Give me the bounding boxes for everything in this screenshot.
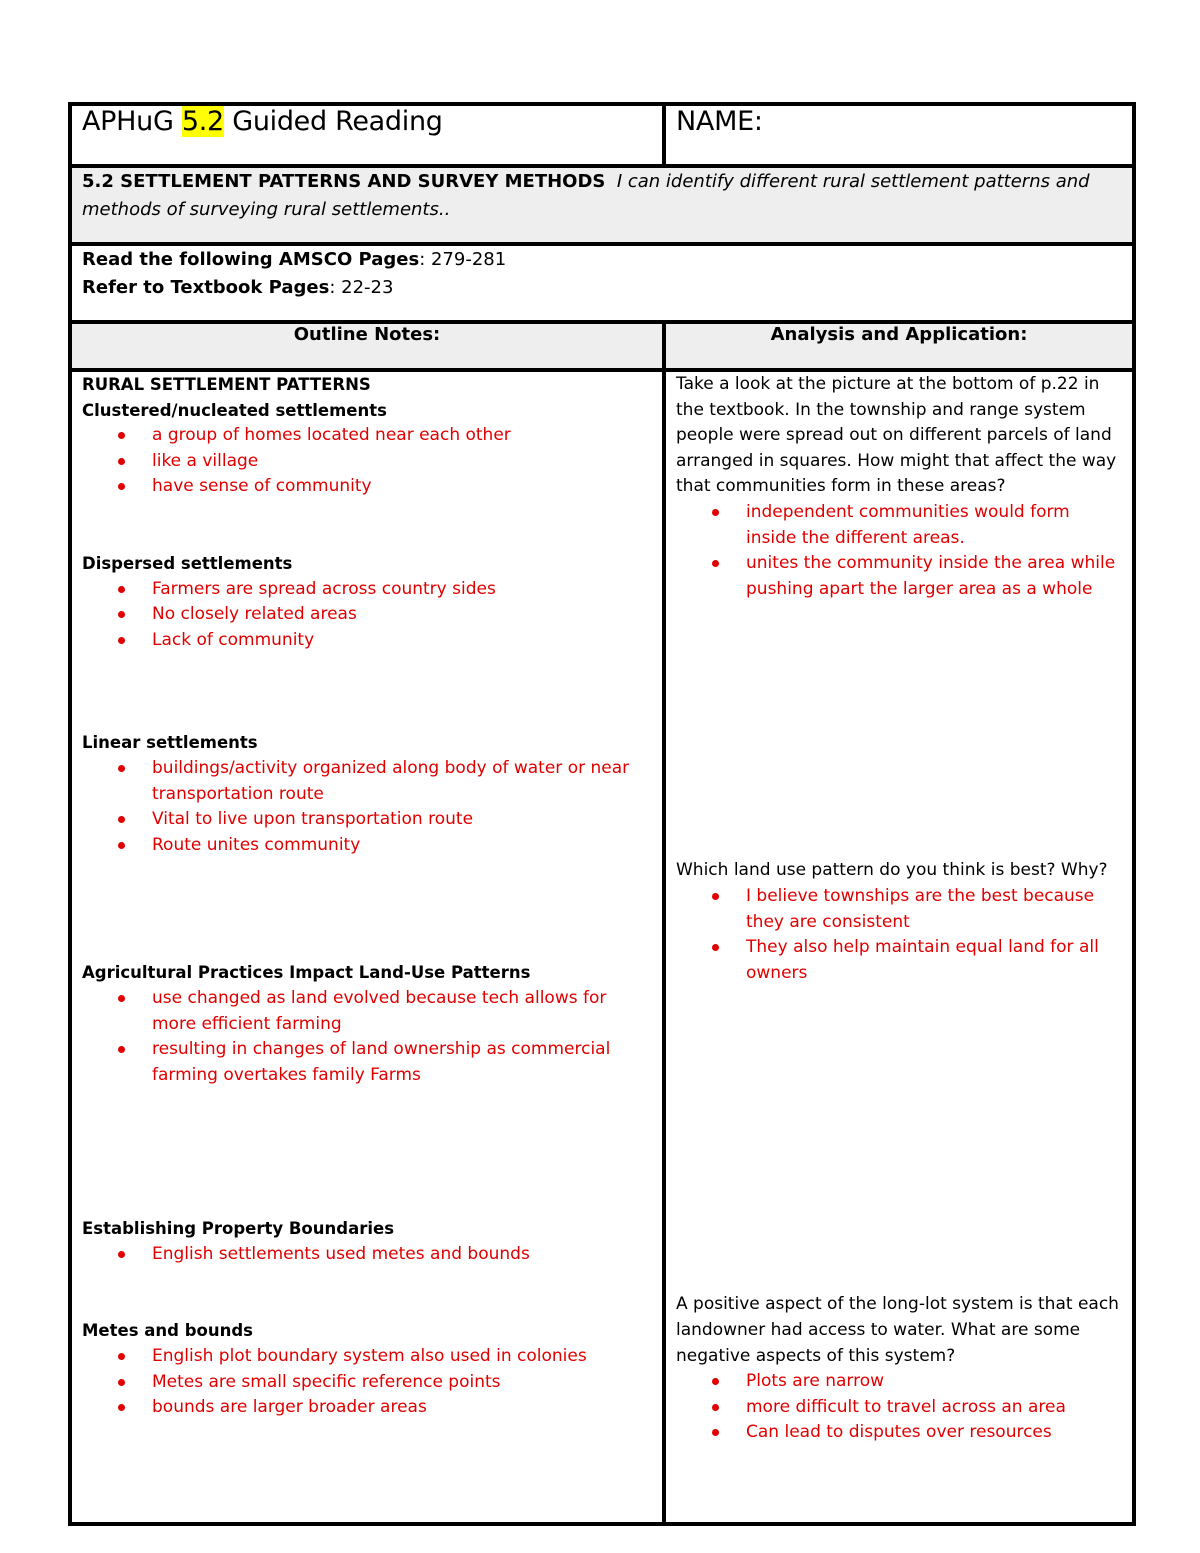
objective-cell	[70, 166, 1134, 244]
list-item: They also help maintain equal land for all owners	[746, 935, 1122, 986]
list-item: more difficult to travel across an area	[746, 1395, 1122, 1421]
list-item: Lack of community	[152, 628, 652, 654]
list-item: Plots are narrow	[746, 1369, 1122, 1395]
answer-list	[676, 500, 1122, 602]
analysis-question-3	[676, 1292, 1122, 1446]
section-heading: Metes and bounds	[82, 1321, 253, 1341]
list-item: Can lead to disputes over resources	[746, 1420, 1122, 1446]
linear-section	[82, 730, 652, 858]
list-item: No closely related areas	[152, 602, 652, 628]
list-item: Farmers are spread across country sides	[152, 577, 652, 603]
section-heading: Clustered/nucleated settlements	[82, 400, 387, 420]
amsco-pages: Read the following AMSCO Pages: 279-281	[82, 249, 507, 270]
list-item: English settlements used metes and bounds	[152, 1242, 652, 1268]
property-section	[82, 1216, 652, 1267]
linear-list	[82, 756, 652, 858]
analysis-header: Analysis and Application:	[664, 322, 1134, 370]
analysis-question-1	[676, 372, 1122, 602]
dispersed-list	[82, 577, 652, 654]
answer-list	[676, 884, 1122, 986]
dispersed-section	[82, 551, 652, 653]
list-item: Route unites community	[152, 833, 652, 859]
list-item: English plot boundary system also used in colonies	[152, 1344, 652, 1370]
highlighted-section-number: 5.2	[181, 106, 224, 137]
analysis-column	[664, 370, 1134, 1524]
list-item: resulting in changes of land ownership as commercial farming overtakes family Farms	[152, 1037, 652, 1088]
section-heading: Establishing Property Boundaries	[82, 1219, 395, 1239]
name-label: NAME:	[676, 106, 763, 137]
agricultural-list	[82, 986, 652, 1088]
name-cell[interactable]	[664, 104, 1134, 166]
question-text: A positive aspect of the long-lot system is that each landowner had access to water. What are some negative aspects of this system?	[676, 1294, 1119, 1366]
list-item: bounds are larger broader areas	[152, 1395, 652, 1421]
list-item: unites the community inside the area while pushing apart the larger area as a whole	[746, 551, 1122, 602]
list-item: a group of homes located near each other	[152, 423, 652, 449]
agricultural-section	[82, 960, 652, 1088]
list-item: Metes are small specific reference points	[152, 1370, 652, 1396]
outline-notes-column	[70, 370, 664, 1524]
outline-notes-header: Outline Notes:	[70, 322, 664, 370]
list-item: like a village	[152, 449, 652, 475]
section-heading: Linear settlements	[82, 733, 258, 753]
objective-statement: I can identify different rural settlement patterns and methods of surveying rural settlements..	[82, 171, 1090, 220]
reading-cell	[70, 244, 1134, 322]
list-item: use changed as land evolved because tech allows for more efficient farming	[152, 986, 652, 1037]
question-text: Take a look at the picture at the bottom of p.22 in the textbook. In the township and range system people were spread out on different parcels of land arranged in squares. How might that affect the way that communities form in these areas?	[676, 374, 1117, 497]
metes-list	[82, 1344, 652, 1421]
list-item: buildings/activity organized along body of water or near transportation route	[152, 756, 652, 807]
analysis-question-2	[676, 858, 1122, 986]
rural-settlement-section	[82, 372, 652, 500]
objective-heading: 5.2 SETTLEMENT PATTERNS AND SURVEY METHODS	[82, 171, 606, 192]
list-item: I believe townships are the best because they are consistent	[746, 884, 1122, 935]
section-heading: Agricultural Practices Impact Land-Use Patterns	[82, 963, 531, 983]
section-heading: RURAL SETTLEMENT PATTERNS	[82, 375, 371, 394]
textbook-pages: Refer to Textbook Pages: 22-23	[82, 277, 394, 298]
metes-section	[82, 1318, 652, 1420]
clustered-list	[82, 423, 652, 500]
list-item: independent communities would form inside the different areas.	[746, 500, 1122, 551]
list-item: have sense of community	[152, 474, 652, 500]
answer-list	[676, 1369, 1122, 1446]
guided-reading-sheet	[68, 102, 1136, 1526]
section-heading: Dispersed settlements	[82, 553, 293, 573]
page-title: APHuG 5.2 Guided Reading	[82, 106, 443, 137]
title-cell	[70, 104, 664, 166]
property-list	[82, 1242, 652, 1268]
question-text: Which land use pattern do you think is best? Why?	[676, 860, 1108, 881]
list-item: Vital to live upon transportation route	[152, 807, 652, 833]
